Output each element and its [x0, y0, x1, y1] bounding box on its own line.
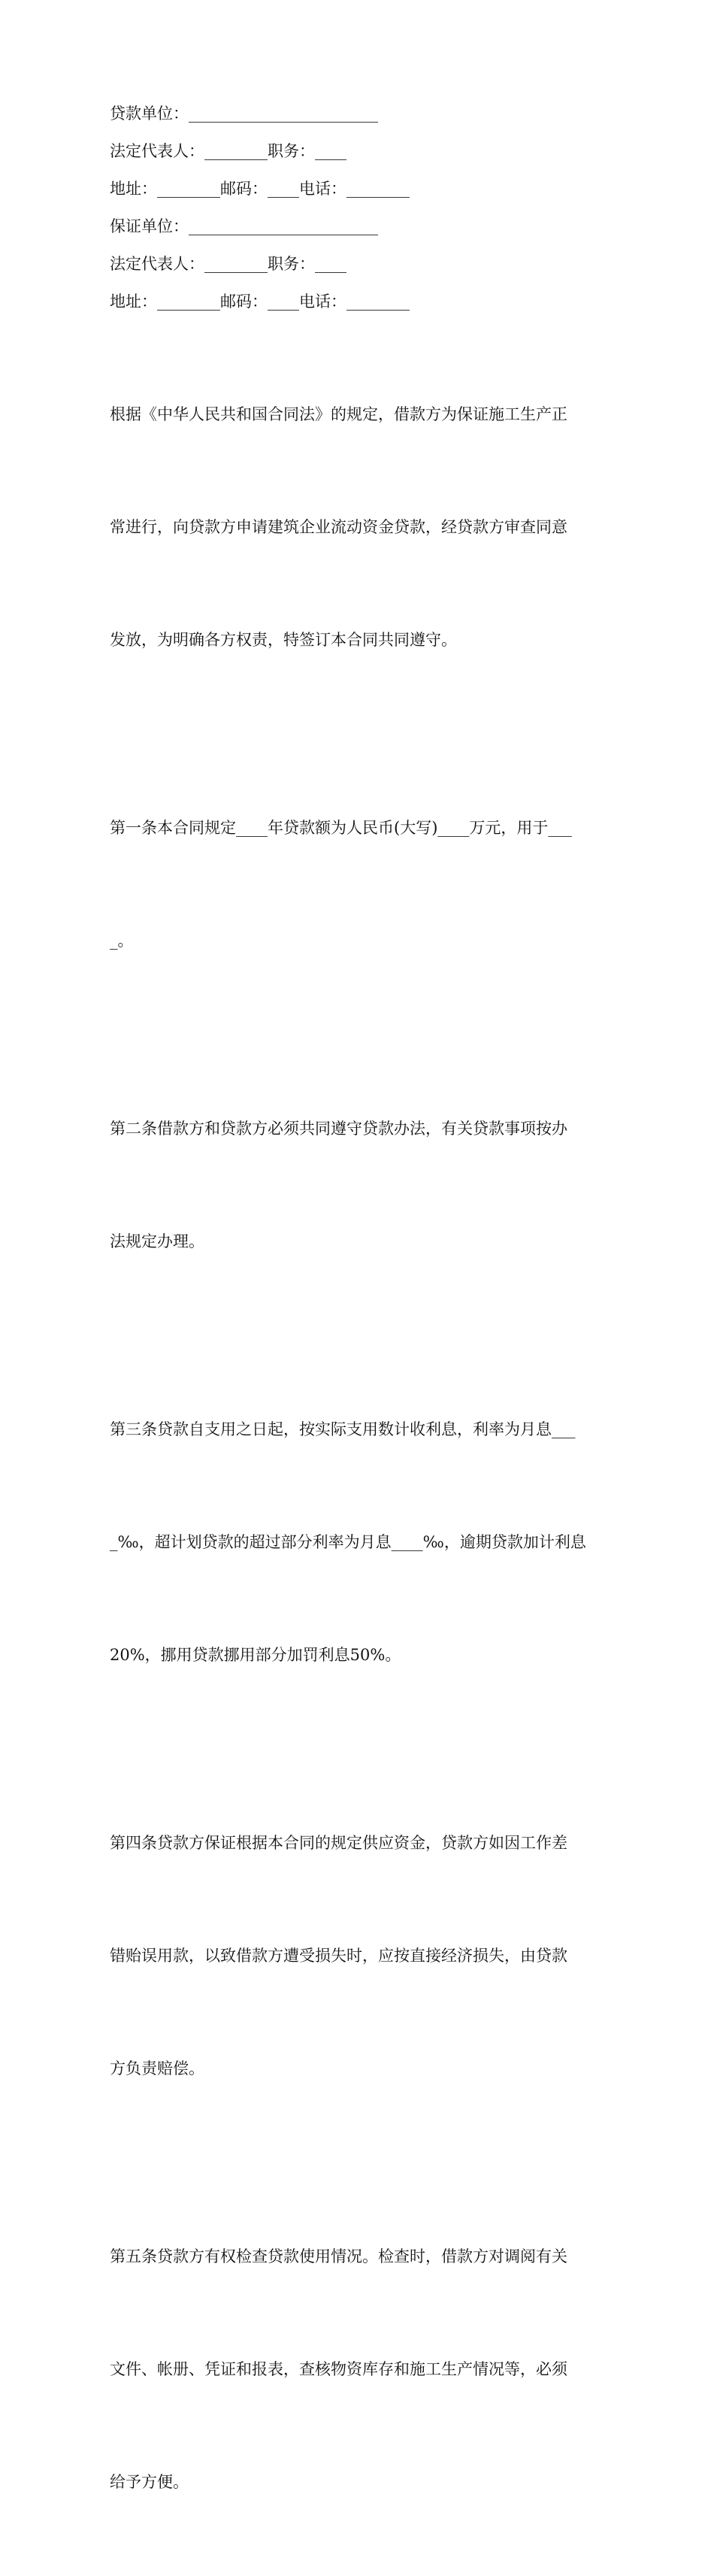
- lender-representative-field: 法定代表人：________职务：____: [110, 142, 346, 160]
- article-3: [110, 1335, 606, 1749]
- article-line: 第四条贷款方保证根据本合同的规定供应资金，贷款方如因工作差: [110, 1834, 567, 1852]
- guarantor-address-field: 地址：________邮码：____电话：________: [110, 292, 410, 311]
- article-line: _。: [110, 932, 134, 950]
- article-2: [110, 1035, 606, 1335]
- preamble-paragraph: [110, 320, 606, 734]
- article-line: 20%，挪用贷款挪用部分加罚利息50%。: [110, 1646, 401, 1664]
- article-line: 错贻误用款，以致借款方遭受损失时，应按直接经济损失，由贷款: [110, 1947, 567, 1965]
- article-line: 第五条贷款方有权检查贷款使用情况。检查时，借款方对调阅有关: [110, 2247, 567, 2265]
- article-1: [110, 734, 606, 1035]
- article-line: 给予方便。: [110, 2473, 189, 2491]
- article-5: [110, 2162, 606, 2576]
- preamble-line: 常进行，向贷款方申请建筑企业流动资金贷款，经贷款方审查同意: [110, 518, 567, 536]
- guarantor-representative-field: 法定代表人：________职务：____: [110, 255, 346, 273]
- lender-unit-field: 贷款单位：________________________: [110, 105, 378, 123]
- article-line: 第一条本合同规定____年贷款额为人民币(大写)____万元，用于___: [110, 819, 572, 837]
- article-line: _‰，超计划贷款的超过部分利率为月息____‰，逾期贷款加计利息: [110, 1533, 586, 1551]
- article-line: 第二条借款方和贷款方必须共同遵守贷款办法，有关贷款事项按办: [110, 1120, 567, 1138]
- article-line: 第三条贷款自支用之日起，按实际支用数计收利息，利率为月息___: [110, 1420, 576, 1438]
- article-line: 法规定办理。: [110, 1232, 204, 1250]
- article-line: 文件、帐册、凭证和报表，查核物资库存和施工生产情况等，必须: [110, 2360, 567, 2378]
- lender-address-field: 地址：________邮码：____电话：________: [110, 180, 410, 198]
- preamble-line: 发放，为明确各方权责，特签订本合同共同遵守。: [110, 631, 457, 649]
- article-line: 方负责赔偿。: [110, 2059, 204, 2077]
- article-4: [110, 1749, 606, 2162]
- contract-page: [110, 95, 606, 2576]
- preamble-line: 根据《中华人民共和国合同法》的规定，借款方为保证施工生产正: [110, 405, 567, 423]
- guarantor-unit-field: 保证单位：________________________: [110, 217, 378, 235]
- party-info-section: [110, 95, 606, 320]
